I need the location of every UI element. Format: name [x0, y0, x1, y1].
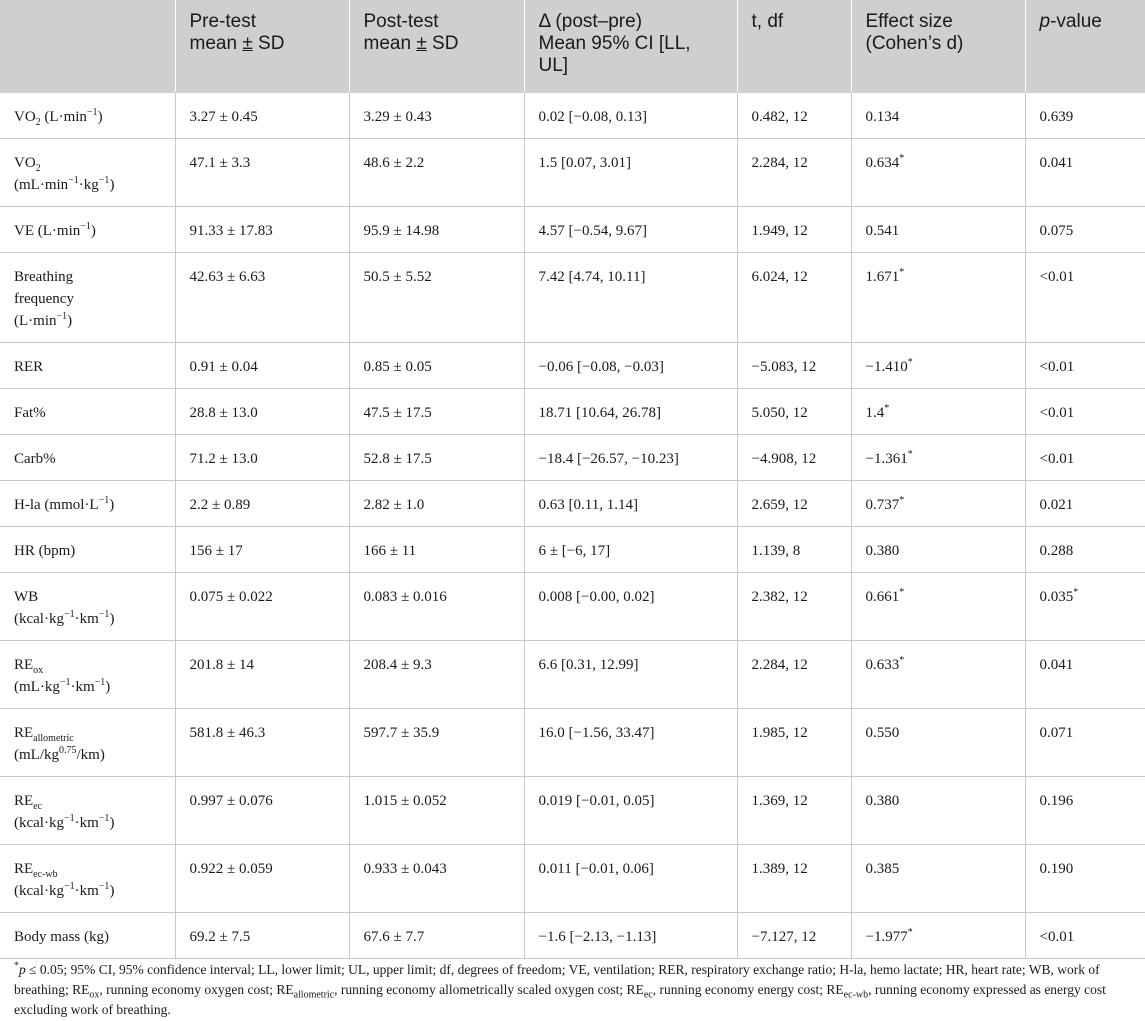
cell-delta: 0.02 [−0.08, 0.13] — [524, 92, 737, 138]
cell-delta: −1.6 [−2.13, −1.13] — [524, 912, 737, 958]
cell-variable: $RE_{ox}$ $(mL\cdot kg^{-1}\cdot km^{-1})$ — [0, 640, 175, 708]
cell-delta: 6.6 [0.31, 12.99] — [524, 640, 737, 708]
cell-post-test: 95.9 ± 14.98 — [349, 206, 524, 252]
cell-p-value: 0.288 — [1025, 526, 1145, 572]
header-variable — [0, 0, 175, 92]
cell-delta: 0.63 [0.11, 1.14] — [524, 480, 737, 526]
cell-post-test: 50.5 ± 5.52 — [349, 252, 524, 342]
table-row — [0, 480, 1145, 526]
cell-post-test: 597.7 ± 35.9 — [349, 708, 524, 776]
cell-pre-test: 2.2 ± 0.89 — [175, 480, 349, 526]
cell-delta: 18.71 [10.64, 26.78] — [524, 388, 737, 434]
header-p-value: p-value — [1025, 0, 1145, 92]
cell-variable: Breathing frequency $(L\cdot\min^{-1})$ — [0, 252, 175, 342]
cell-t-df: 2.659, 12 — [737, 480, 851, 526]
cell-variable: Fat% — [0, 388, 175, 434]
table-row — [0, 776, 1145, 844]
table-body — [0, 92, 1145, 958]
cell-pre-test: 581.8 ± 46.3 — [175, 708, 349, 776]
cell-effect-size: 0.541 — [851, 206, 1025, 252]
table-row — [0, 640, 1145, 708]
table-row — [0, 342, 1145, 388]
cell-post-test: 0.933 ± 0.043 — [349, 844, 524, 912]
cell-delta: 0.019 [−0.01, 0.05] — [524, 776, 737, 844]
cell-pre-test: 156 ± 17 — [175, 526, 349, 572]
cell-p-value: 0.639 — [1025, 92, 1145, 138]
cell-delta: 0.008 [−0.00, 0.02] — [524, 572, 737, 640]
cell-t-df: 5.050, 12 — [737, 388, 851, 434]
cell-t-df: 6.024, 12 — [737, 252, 851, 342]
cell-p-value: <0.01 — [1025, 342, 1145, 388]
cell-t-df: −7.127, 12 — [737, 912, 851, 958]
cell-variable: HR (bpm) — [0, 526, 175, 572]
cell-t-df: 1.949, 12 — [737, 206, 851, 252]
cell-post-test: 67.6 ± 7.7 — [349, 912, 524, 958]
cell-variable: WB $(kcal\cdot kg^{-1}\cdot km^{-1})$ — [0, 572, 175, 640]
cell-delta: −0.06 [−0.08, −0.03] — [524, 342, 737, 388]
cell-delta: 1.5 [0.07, 3.01] — [524, 138, 737, 206]
cell-delta: 7.42 [4.74, 10.11] — [524, 252, 737, 342]
cell-variable: RER — [0, 342, 175, 388]
cell-t-df: 2.284, 12 — [737, 138, 851, 206]
cell-p-value: <0.01 — [1025, 252, 1145, 342]
cell-t-df: 2.284, 12 — [737, 640, 851, 708]
cell-variable: Carb% — [0, 434, 175, 480]
cell-pre-test: 47.1 ± 3.3 — [175, 138, 349, 206]
table-row — [0, 434, 1145, 480]
table-row — [0, 572, 1145, 640]
table-row — [0, 912, 1145, 958]
cell-effect-size: 1.4* — [851, 388, 1025, 434]
cell-pre-test: 0.997 ± 0.076 — [175, 776, 349, 844]
cell-delta: 0.011 [−0.01, 0.06] — [524, 844, 737, 912]
cell-p-value: <0.01 — [1025, 434, 1145, 480]
cell-pre-test: 0.922 ± 0.059 — [175, 844, 349, 912]
cell-variable: Body mass (kg) — [0, 912, 175, 958]
table-footnote: *p ≤ 0.05; 95% CI, 95% confidence interval; LL, lower limit; UL, upper limit; df, degrees of freedom; VE, ventilation; RER, respiratory exchange ratio; H-la, hemo lactate; HR, heart rate; WB, work of breathing; $RE_{ox}$, running economy oxygen cost; $RE_{allometric}$, running economy allometrically scaled oxygen cost; $RE_{ec}$, running economy energy cost; $RE_{ec-wb}$, running economy expressed as energy cost excluding work of breathing. — [14, 960, 1106, 1017]
header-row — [0, 0, 1145, 92]
cell-effect-size: 0.134 — [851, 92, 1025, 138]
cell-variable: $RE_{ec}$ $(kcal\cdot kg^{-1}\cdot km^{-1})$ — [0, 776, 175, 844]
cell-t-df: 1.985, 12 — [737, 708, 851, 776]
table-row — [0, 138, 1145, 206]
cell-t-df: 1.139, 8 — [737, 526, 851, 572]
cell-effect-size: 0.661* — [851, 572, 1025, 640]
cell-p-value: 0.075 — [1025, 206, 1145, 252]
table-row — [0, 708, 1145, 776]
cell-p-value: <0.01 — [1025, 912, 1145, 958]
cell-post-test: 48.6 ± 2.2 — [349, 138, 524, 206]
cell-p-value: 0.021 — [1025, 480, 1145, 526]
cell-pre-test: 91.33 ± 17.83 — [175, 206, 349, 252]
header-effect-size: Effect size (Cohen’s d) — [851, 0, 1025, 92]
cell-pre-test: 71.2 ± 13.0 — [175, 434, 349, 480]
cell-t-df: 1.369, 12 — [737, 776, 851, 844]
cell-post-test: 47.5 ± 17.5 — [349, 388, 524, 434]
cell-pre-test: 3.27 ± 0.45 — [175, 92, 349, 138]
table-row — [0, 526, 1145, 572]
cell-effect-size: −1.361* — [851, 434, 1025, 480]
cell-post-test: 3.29 ± 0.43 — [349, 92, 524, 138]
cell-post-test: 52.8 ± 17.5 — [349, 434, 524, 480]
cell-variable: VE $(L\cdot\min^{-1})$ — [0, 206, 175, 252]
cell-pre-test: 201.8 ± 14 — [175, 640, 349, 708]
cell-pre-test: 0.91 ± 0.04 — [175, 342, 349, 388]
cell-effect-size: 0.634* — [851, 138, 1025, 206]
cell-delta: 16.0 [−1.56, 33.47] — [524, 708, 737, 776]
cell-pre-test: 69.2 ± 7.5 — [175, 912, 349, 958]
cell-effect-size: 1.671* — [851, 252, 1025, 342]
table-header — [0, 0, 1145, 92]
cell-pre-test: 28.8 ± 13.0 — [175, 388, 349, 434]
cell-t-df: −4.908, 12 — [737, 434, 851, 480]
cell-post-test: 0.85 ± 0.05 — [349, 342, 524, 388]
table-row — [0, 388, 1145, 434]
cell-effect-size: 0.380 — [851, 776, 1025, 844]
cell-t-df: −5.083, 12 — [737, 342, 851, 388]
cell-effect-size: 0.380 — [851, 526, 1025, 572]
cell-variable: $RE_{ec-wb}$ $(kcal\cdot kg^{-1}\cdot km^{-1})$ — [0, 844, 175, 912]
cell-delta: −18.4 [−26.57, −10.23] — [524, 434, 737, 480]
cell-effect-size: 0.633* — [851, 640, 1025, 708]
cell-post-test: 166 ± 11 — [349, 526, 524, 572]
cell-delta: 4.57 [−0.54, 9.67] — [524, 206, 737, 252]
cell-p-value: 0.190 — [1025, 844, 1145, 912]
cell-p-value: 0.041 — [1025, 640, 1145, 708]
cell-p-value: 0.035* — [1025, 572, 1145, 640]
header-post-test: Post-test mean ± SD — [349, 0, 524, 92]
cell-t-df: 1.389, 12 — [737, 844, 851, 912]
cell-variable: $VO_2$ $(mL\cdot\min^{-1}\cdot kg^{-1})$ — [0, 138, 175, 206]
cell-p-value: <0.01 — [1025, 388, 1145, 434]
cell-variable: $RE_{allometric}$ $(mL/kg^{0.75}/km)$ — [0, 708, 175, 776]
cell-effect-size: 0.550 — [851, 708, 1025, 776]
table-row — [0, 206, 1145, 252]
header-t-df: t, df — [737, 0, 851, 92]
cell-post-test: 2.82 ± 1.0 — [349, 480, 524, 526]
header-pre-test: Pre-test mean ± SD — [175, 0, 349, 92]
cell-post-test: 1.015 ± 0.052 — [349, 776, 524, 844]
cell-variable: H-la $(mmol\cdot L^{-1})$ — [0, 480, 175, 526]
cell-p-value: 0.071 — [1025, 708, 1145, 776]
table-row — [0, 252, 1145, 342]
cell-post-test: 208.4 ± 9.3 — [349, 640, 524, 708]
cell-pre-test: 0.075 ± 0.022 — [175, 572, 349, 640]
cell-pre-test: 42.63 ± 6.63 — [175, 252, 349, 342]
cell-p-value: 0.196 — [1025, 776, 1145, 844]
cell-effect-size: 0.737* — [851, 480, 1025, 526]
table-row — [0, 844, 1145, 912]
cell-t-df: 2.382, 12 — [737, 572, 851, 640]
cell-post-test: 0.083 ± 0.016 — [349, 572, 524, 640]
header-delta: Δ (post–pre) Mean 95% CI [LL, UL] — [524, 0, 737, 92]
cell-effect-size: −1.410* — [851, 342, 1025, 388]
cell-p-value: 0.041 — [1025, 138, 1145, 206]
cell-delta: 6 ± [−6, 17] — [524, 526, 737, 572]
table-row — [0, 92, 1145, 138]
cell-t-df: 0.482, 12 — [737, 92, 851, 138]
cell-effect-size: 0.385 — [851, 844, 1025, 912]
cell-variable: $VO_2$ $(L\cdot\min^{-1})$ — [0, 92, 175, 138]
cell-effect-size: −1.977* — [851, 912, 1025, 958]
